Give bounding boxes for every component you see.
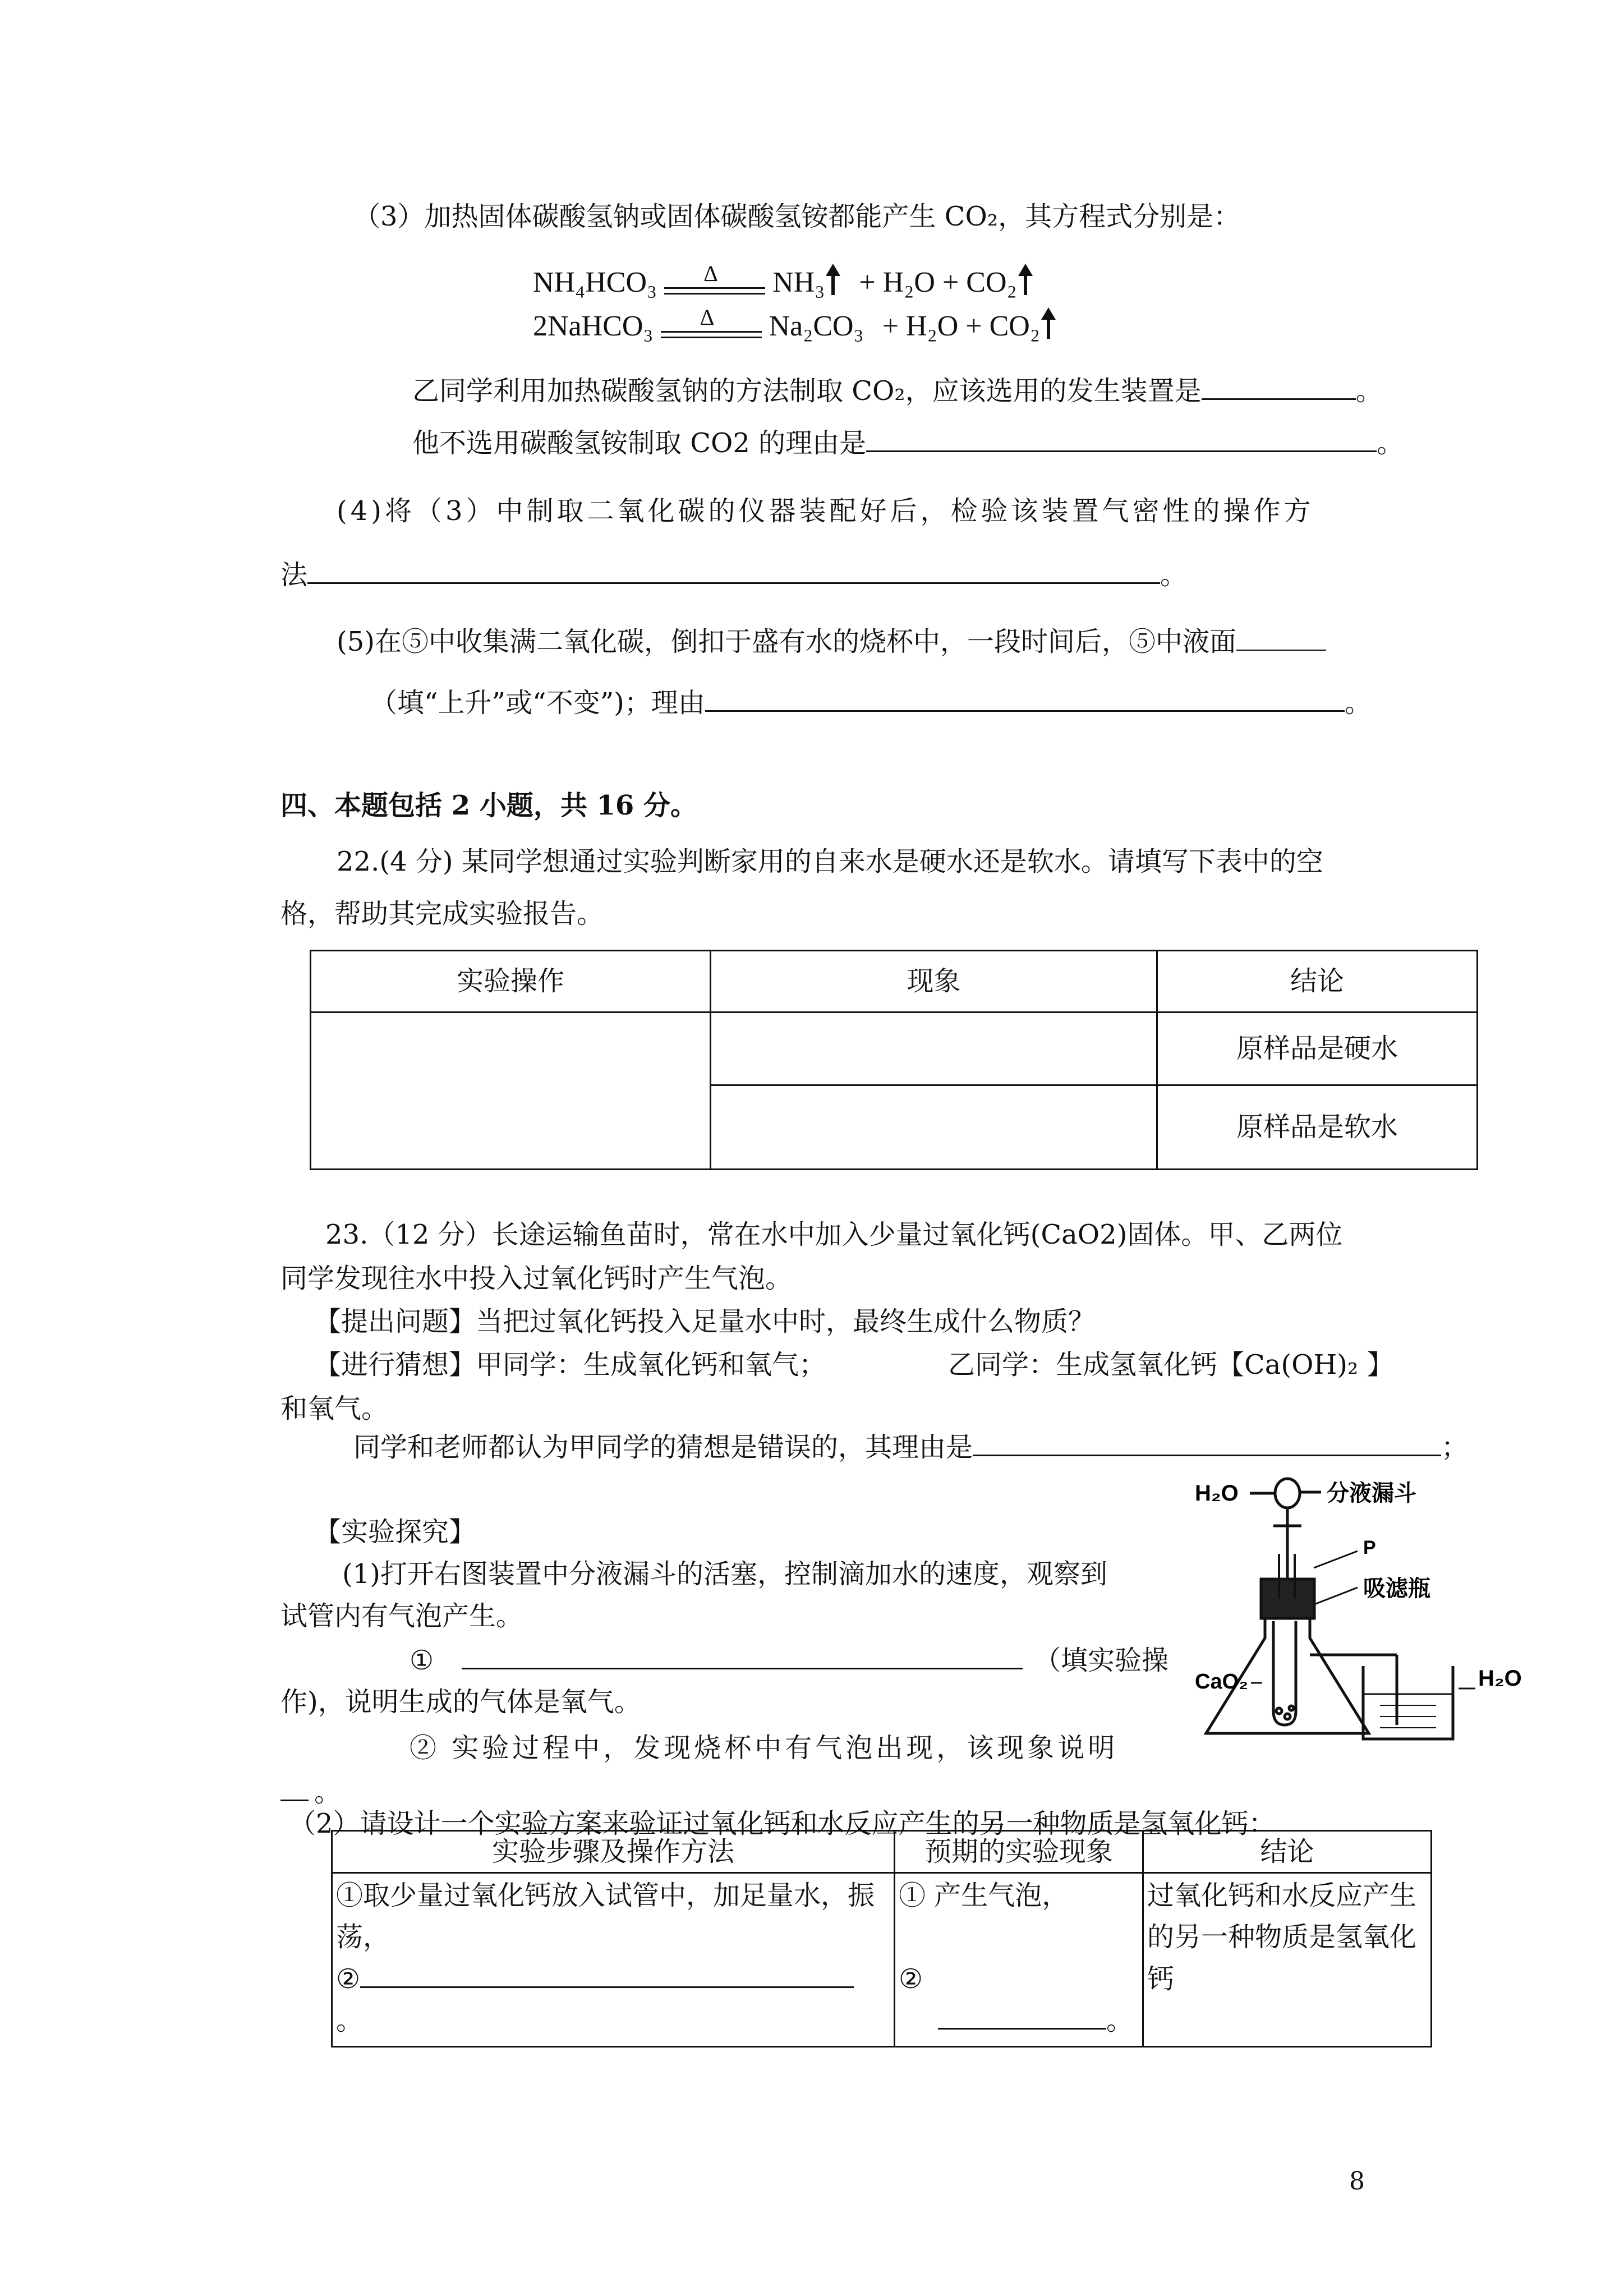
text: （填“上升”或“不变”)；理由	[370, 687, 705, 719]
period: 。	[1160, 559, 1188, 591]
step-2	[336, 1958, 890, 2000]
answer-blank[interactable]	[280, 1773, 309, 1801]
header-conclusion: 结论	[1143, 1831, 1432, 1873]
label-p: P	[1363, 1537, 1376, 1558]
text: （填实验操	[1034, 1645, 1169, 1676]
label-cao2: CaO₂	[1195, 1670, 1249, 1694]
phenomenon-cell[interactable]	[711, 1013, 1157, 1085]
answer-blank[interactable]	[307, 555, 1160, 584]
conclusion-line: 过氧化钙和水反应产生	[1147, 1880, 1417, 1911]
conclusion-hard: 原样品是硬水	[1157, 1013, 1478, 1085]
q23-l11: 作)，说明生成的气体是氧气。	[280, 1686, 641, 1718]
conclusion-soft: 原样品是软水	[1157, 1085, 1478, 1170]
page-number: 8	[1349, 2167, 1365, 2196]
eq1-right: NH₃	[772, 266, 825, 298]
delta-symbol: Δ	[703, 261, 718, 287]
conclusion-line: 的另一种物质是氢氧化	[1147, 1921, 1417, 1953]
up-arrow-icon	[831, 267, 835, 295]
phenomenon-1: ① 产生气泡，	[899, 1880, 1069, 1911]
q23-l14: （2）请设计一个实验方案来验证过氧化钙和水反应产生的另一种物质是氢氧化钙：	[289, 1808, 1276, 1839]
equation-1	[533, 261, 1027, 302]
text: 法	[280, 559, 308, 591]
step-1: ①取少量过氧化钙放入试管中，加足量水，振	[336, 1880, 875, 1911]
period: 。	[314, 1777, 342, 1808]
conclusion-cell	[1143, 1873, 1432, 2047]
q22-text-a: 22.(4 分) 某同学想通过实验判断家用的自来水是硬水还是软水。请填写下表中的空	[337, 846, 1323, 877]
text: 他不选用碳酸氢铵制取 CO2 的理由是	[412, 427, 867, 459]
q21-part3: （3）加热固体碳酸氢钠或固体碳酸氢铵都能产生 CO₂，其方程式分别是：	[353, 201, 1241, 232]
q23-l5: 和氧气。	[280, 1393, 389, 1424]
step-1b: 荡，	[336, 1921, 390, 1953]
q21-part4-b	[280, 555, 1187, 592]
q23-table	[331, 1830, 1432, 2047]
eq1-sign	[664, 261, 765, 302]
answer-blank[interactable]	[462, 1641, 1023, 1669]
answer-blank[interactable]	[1202, 371, 1356, 400]
circled-2: ②	[336, 1963, 361, 1995]
period: 。	[1106, 2005, 1134, 2037]
eq2-right: Na₂CO₃	[769, 310, 864, 342]
conclusion-line: 钙	[1147, 1963, 1175, 1995]
header-steps: 实验步骤及操作方法	[332, 1831, 895, 1873]
header-operation: 实验操作	[311, 951, 711, 1013]
text: 乙同学利用加热碳酸氢钠的方法制取 CO₂，应该选用的发生装置是	[412, 375, 1202, 407]
up-arrow-icon	[1047, 311, 1050, 339]
delta-symbol: Δ	[700, 305, 715, 330]
label-h2o-right: H₂O	[1478, 1666, 1522, 1691]
label-funnel: 分液漏斗	[1327, 1480, 1416, 1506]
text: 同学和老师都认为甲同学的猜想是错误的，其理由是	[353, 1432, 973, 1463]
section-heading: 四、本题包括 2 小题，共 16 分。	[280, 790, 698, 821]
q23-l1: 23.（12 分）长途运输鱼苗时，常在水中加入少量过氧化钙(CaO2)固体。甲、乙两位	[325, 1219, 1343, 1250]
text: (5)在⑤中收集满二氧化碳，倒扣于盛有水的烧杯中，一段时间后，⑤中液面	[337, 626, 1236, 657]
q22-table	[310, 950, 1478, 1170]
q23-l8: (1)打开右图装置中分液漏斗的活塞，控制滴加水的速度，观察到	[342, 1558, 1107, 1590]
answer-blank[interactable]	[973, 1428, 1441, 1456]
q23-l13	[280, 1773, 341, 1810]
period: 。	[1344, 687, 1372, 719]
eq1-mid: + H₂O + CO₂	[859, 266, 1017, 298]
eq2-left: 2NaHCO₃	[533, 310, 654, 342]
spacer	[899, 1916, 1139, 1958]
semicolon: ；	[1441, 1432, 1469, 1463]
q23-l6	[353, 1428, 1468, 1465]
q21-part5-a	[337, 623, 1326, 659]
steps-cell	[332, 1873, 895, 2047]
q23-l10	[410, 1641, 1168, 1678]
header-phenomena: 预期的实验现象	[895, 1831, 1143, 1873]
q21-part3-a	[412, 371, 1383, 408]
answer-blank[interactable]	[360, 1959, 854, 1988]
header-phenomenon: 现象	[711, 951, 1157, 1013]
apparatus-diagram	[1195, 1470, 1526, 1750]
answer-blank[interactable]	[1236, 623, 1326, 651]
period: 。	[1355, 375, 1383, 407]
label-flask: 吸滤瓶	[1363, 1576, 1430, 1602]
q23-l3: 【提出问题】当把过氧化钙投入足量水中时，最终生成什么物质？	[314, 1306, 1096, 1337]
q21-part4-a: (4)将（3）中制取二氧化碳的仪器装配好后，检验该装置气密性的操作方	[337, 495, 1314, 527]
q23-l4b: 乙同学：生成氢氧化钙【Ca(OH)₂ 】	[948, 1349, 1394, 1381]
answer-blank[interactable]	[866, 424, 1377, 452]
answer-blank[interactable]	[938, 2001, 1106, 2030]
header-conclusion: 结论	[1157, 951, 1478, 1013]
phenomenon-2: ②	[899, 1963, 923, 1995]
q21-part3-b	[412, 424, 1404, 461]
up-arrow-icon	[1024, 267, 1027, 295]
circled-1: ①	[410, 1645, 434, 1676]
equation-2	[533, 307, 1050, 346]
phenomenon-cell[interactable]	[711, 1085, 1157, 1170]
label-h2o-top: H₂O	[1195, 1481, 1239, 1506]
q23-l12: ② 实验过程中，发现烧杯中有气泡出现，该现象说明	[410, 1732, 1119, 1764]
q22-text-b: 格，帮助其完成实验报告。	[280, 898, 604, 930]
phenomenon-blank	[899, 2000, 1139, 2041]
step-end: 。	[336, 2005, 364, 2037]
q21-part5-b	[370, 683, 1372, 720]
phenomena-cell	[895, 1873, 1143, 2047]
eq2-sign	[661, 305, 762, 346]
eq2-mid: + H₂O + CO₂	[882, 310, 1040, 342]
q23-l4a: 【进行猜想】甲同学：生成氧化钙和氧气；	[314, 1349, 826, 1381]
q23-l2: 同学发现往水中投入过氧化钙时产生气泡。	[280, 1263, 793, 1294]
operation-cell[interactable]	[311, 1013, 711, 1170]
q23-l9: 试管内有气泡产生。	[280, 1600, 523, 1632]
answer-blank[interactable]	[705, 683, 1345, 712]
period: 。	[1377, 427, 1404, 459]
eq1-left: NH₄HCO₃	[533, 266, 657, 298]
q23-l7: 【实验探究】	[314, 1516, 476, 1548]
